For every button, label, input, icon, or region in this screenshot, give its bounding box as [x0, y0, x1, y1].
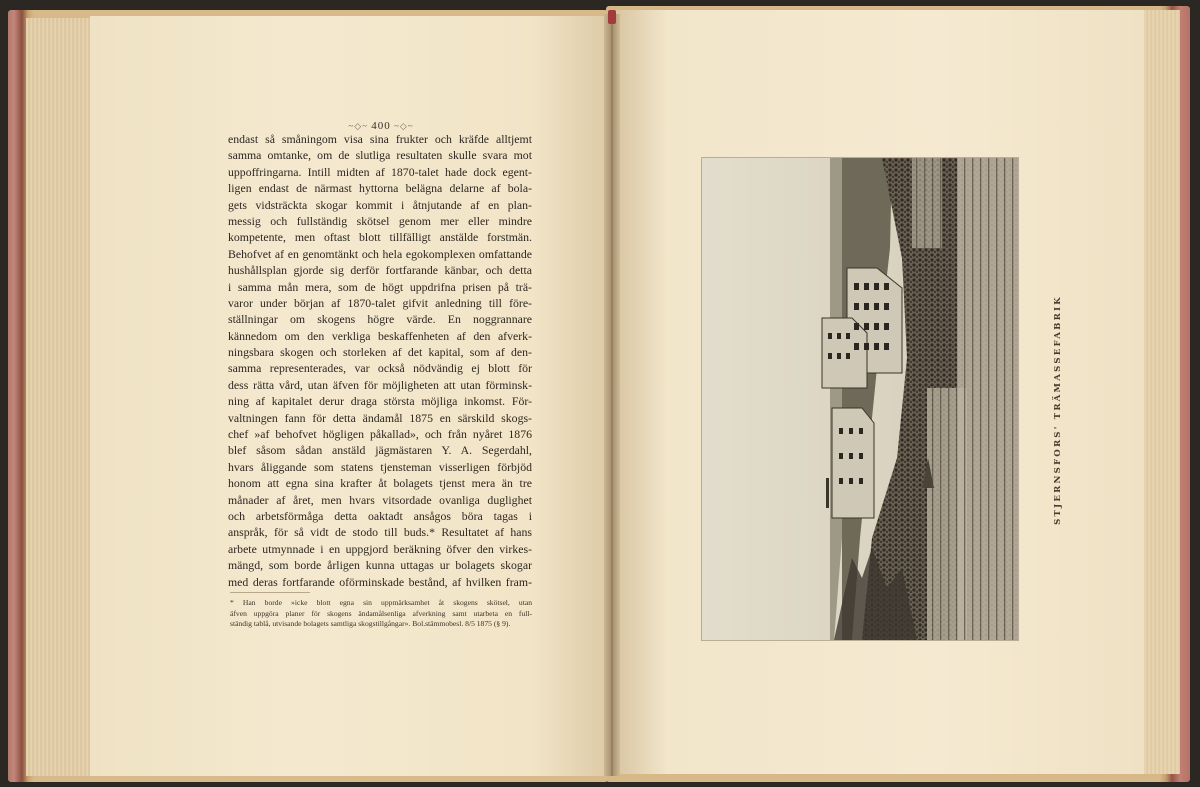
book-gutter	[604, 14, 620, 776]
body-line: gets vidsträckta skogar kommit i åtnjutande af en plan-	[228, 197, 532, 212]
body-line: anspråk, för så vidt de stodo till buds.* Resultatet af hans	[228, 525, 532, 540]
body-line: messig och fullständig skötsel genom mer eller mindre	[228, 213, 532, 228]
body-line: kännedom om den verkliga beskaffenheten af den afverk-	[228, 328, 532, 343]
body-text	[228, 131, 532, 590]
body-line: dess rätta vård, utan äfven för möjligheten att utan förminsk-	[228, 377, 532, 392]
factory-photograph	[702, 158, 1018, 640]
body-line: honom att egna sina krafter åt bolagets tjenst mera än tre	[228, 476, 532, 491]
footnote-rule	[230, 592, 310, 593]
page-number: ~◇~ 400 ~◇~	[348, 120, 414, 132]
body-line: ningsbara skogen och storleken af det kapital, som af den-	[228, 345, 532, 360]
spine-thread	[608, 10, 616, 24]
body-line: samma representerades, var också nödvändig ej blott för	[228, 361, 532, 376]
body-line: i samma mån mera, som de högt uppdrifna prisen på trä-	[228, 279, 532, 294]
body-line: hvars åliggande som statens tjensteman visserligen förbjöd	[228, 459, 532, 474]
footnote-line: äfven uppgöra planer för skogens ändamålsenliga afverkning samt utarbeta en full-	[230, 608, 532, 618]
body-line: hushållsplan gjorde sig derför fortfarande känbar, och detta	[228, 263, 532, 278]
body-line: ställningar om skogens högre värde. En noggrannare	[228, 312, 532, 327]
body-line: arbete utmynnade i en uppgjord beräkning öfver den virkes-	[228, 541, 532, 556]
left-page-edges	[26, 18, 96, 776]
body-line: samma omtanke, om de slutliga resultaten skulle svara mot	[228, 148, 532, 163]
body-line: endast så småningom visa sina frukter och kräfde alltjemt	[228, 132, 532, 146]
body-line: chef »af behofvet högligen påkallad», och från nyåret 1876	[228, 427, 532, 442]
body-line: och arbetsförmåga detta oaktadt ansågos böra tagas i	[228, 508, 532, 523]
body-line: kompetente, men oftast blott tillfälligt anstälde forstmän.	[228, 230, 532, 245]
footnote-line: * Han borde »icke blott egna sin uppmärksamhet åt skogens skötsel, utan	[230, 598, 532, 607]
photo-caption	[1051, 290, 1065, 530]
footnote-line: ständig tablå, utvisande bolagets samtliga skogstillgångar». Bol.stämmobesl. 8/5 1875 (§ 9).	[230, 619, 511, 629]
body-line: blef såsom sådan anstäld jägmästaren Y. A. Segerdahl,	[228, 443, 532, 458]
body-line: mängd, som borde årligen kunna uttagas ur bolagets skogar	[228, 558, 532, 573]
body-line: ning af kapitalet derur draga största möjliga inkomst. För-	[228, 394, 532, 409]
page-number-value: 400	[371, 120, 391, 132]
body-line: ligen endast de närmast hyttorna belägna delarne af bola-	[228, 181, 532, 196]
body-line: varor under början af 1870-talet gifvit anledning till före-	[228, 295, 532, 310]
factory-photo-illustration	[702, 158, 1018, 640]
body-line: valtningen fann för detta ändamål 1875 en särskild skogs-	[228, 410, 532, 425]
footnote	[230, 598, 532, 630]
photo-caption-text: STJERNSFORS' TRÄMASSEFABRIK	[1053, 295, 1063, 525]
body-line: uppoffringarna. Intill midten af 1870-talet hade dock egent-	[228, 164, 532, 179]
body-line: med deras fortfarande oförminskade bestånd, af hvilken fram-	[228, 574, 532, 589]
body-line: månader af året, men hvars vitsordade ovanliga duglighet	[228, 492, 532, 507]
body-line: Behofvet af en genomtänkt och hela egokomplexen omfattande	[228, 246, 532, 261]
